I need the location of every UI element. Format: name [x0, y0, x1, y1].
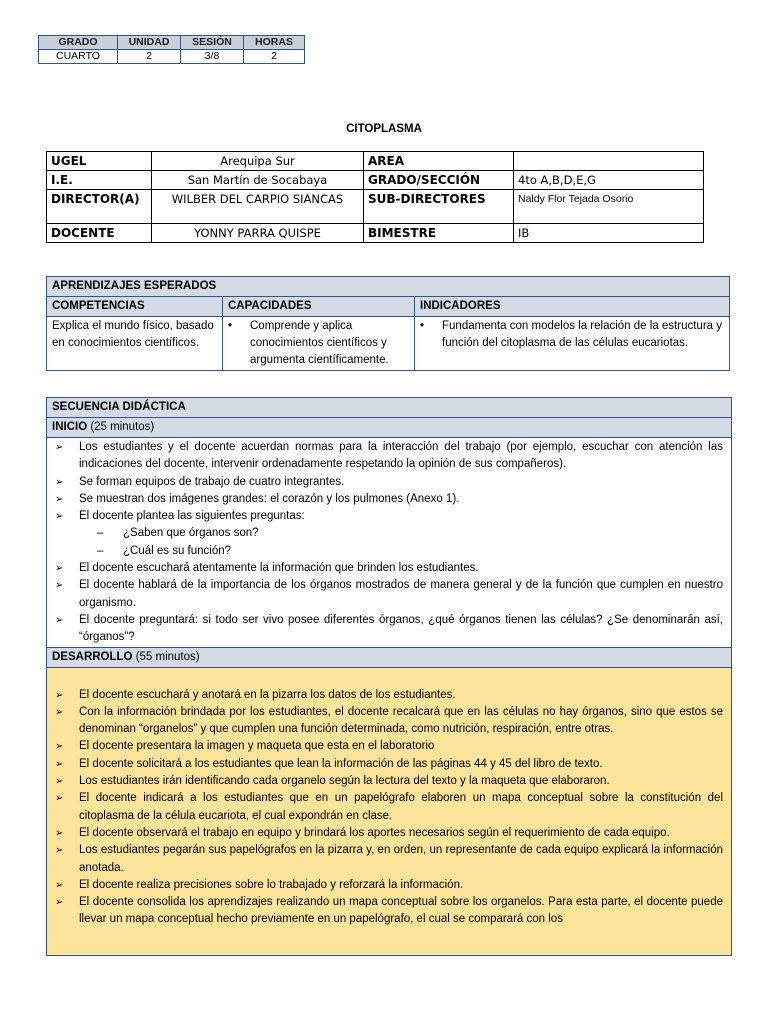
arrow-bullet-icon: ➢ — [55, 580, 64, 592]
arrow-bullet-icon: ➢ — [55, 614, 64, 626]
sub-list-item-text: ¿Saben que órganos son? — [123, 527, 259, 540]
list-item — [55, 560, 723, 577]
list-item-text: Se muestran dos imágenes grandes: el corazón y los pulmones (Anexo 1). — [79, 492, 460, 505]
list-item — [55, 612, 723, 647]
subdir-value: Naldy Flor Tejada Osorio — [514, 190, 704, 224]
bimestre-label: BIMESTRE — [364, 224, 514, 243]
grado-value: 4to A,B,D,E,G — [514, 171, 704, 190]
director-label: DIRECTOR(A) — [47, 190, 152, 224]
list-item — [55, 439, 723, 474]
capacidad-cell — [223, 317, 415, 371]
list-item-text: Se forman equipos de trabajo de cuatro integrantes. — [79, 475, 345, 488]
competencias-header: COMPETENCIAS — [47, 297, 223, 317]
area-value — [514, 152, 704, 171]
value-horas: 2 — [244, 50, 305, 64]
arrow-bullet-icon: ➢ — [55, 827, 64, 839]
inicio-label: INICIO — [52, 421, 88, 433]
list-item-text: El docente escuchará atentamente la información que brinden los estudiantes. — [79, 562, 479, 575]
indicadores-header: INDICADORES — [415, 297, 730, 317]
sub-list-item — [55, 543, 723, 560]
value-unidad: 2 — [118, 50, 181, 64]
dash-bullet-icon: – — [97, 544, 104, 557]
desarrollo-list — [47, 668, 731, 955]
arrow-bullet-icon: ➢ — [55, 741, 64, 753]
arrow-bullet-icon: ➢ — [55, 879, 64, 891]
list-item-text: El docente presentara la imagen y maqueta que esta en el laboratorio — [79, 740, 435, 753]
area-label: AREA — [364, 152, 514, 171]
list-item — [55, 756, 723, 773]
list-item — [55, 877, 723, 894]
director-value: WILBER DEL CARPIO SIANCAS — [152, 190, 364, 224]
arrow-bullet-icon: ➢ — [55, 563, 64, 575]
arrow-bullet-icon: ➢ — [55, 845, 64, 857]
list-item-text: El docente indicará a los estudiantes que en un papelógrafo elaboren un mapa conceptual sobre la constitución del citoplasma de la célula eucariota, el cual expondrán en clase. — [79, 792, 723, 822]
inicio-header — [47, 418, 731, 438]
inicio-list — [47, 438, 731, 647]
list-item — [55, 894, 723, 929]
indicador-cell — [415, 317, 730, 371]
desarrollo-label: DESARROLLO — [52, 650, 133, 663]
list-item-text: El docente hablará de la importancia de los órganos mostrados de manera general y de la función que cumplen en nuestro organismo. — [79, 579, 723, 609]
ie-label: I.E. — [47, 171, 152, 190]
list-item — [55, 687, 723, 704]
list-item — [55, 577, 723, 612]
docente-label: DOCENTE — [47, 224, 152, 243]
arrow-bullet-icon: ➢ — [55, 793, 64, 805]
arrow-bullet-icon: ➢ — [55, 493, 64, 505]
list-item — [55, 508, 723, 525]
list-item-text: El docente realiza precisiones sobre lo trabajado y reforzará la información. — [79, 878, 464, 891]
arrow-bullet-icon: ➢ — [55, 706, 64, 718]
aprendizajes-table — [46, 276, 730, 371]
value-sesion: 3/8 — [181, 50, 244, 64]
arrow-bullet-icon: ➢ — [55, 776, 64, 788]
arrow-bullet-icon: ➢ — [55, 511, 64, 523]
list-item-text: El docente escuchará y anotará en la pizarra los datos de los estudiantes. — [79, 688, 456, 701]
list-item — [55, 842, 723, 877]
list-item — [55, 773, 723, 790]
arrow-bullet-icon: ➢ — [55, 758, 64, 770]
list-item-text: Los estudiantes y el docente acuerdan normas para la interacción del trabajo (por ejemplo, escuchar con atención las indicaciones del docente, intervenir ordenadamente respetando la opinión de sus compañeros). — [79, 441, 723, 471]
list-item — [55, 738, 723, 755]
session-info-table — [38, 35, 305, 64]
grado-label: GRADO/SECCIÓN — [364, 171, 514, 190]
desarrollo-time: (55 minutos) — [132, 650, 200, 663]
list-item-text: El docente plantea las siguientes preguntas: — [79, 510, 305, 523]
list-item — [55, 825, 723, 842]
capacidades-header: CAPACIDADES — [223, 297, 415, 317]
header-unidad: UNIDAD — [118, 36, 181, 50]
list-item-text: El docente observará el trabajo en equipo y brindará los aportes necesarios según el requerimiento de cada equipo. — [79, 826, 670, 839]
dash-bullet-icon: – — [97, 527, 104, 540]
capacidad-text: Comprende y aplica conocimientos científicos y argumenta científicamente. — [250, 320, 389, 366]
header-grado: GRADO — [39, 36, 118, 50]
document-title: CITOPLASMA — [346, 123, 422, 135]
list-item-text: El docente consolida los aprendizajes realizando un mapa conceptual sobre los organelos. Para esta parte, el docente puede llevar un mapa conceptual hecho previamente en un papelógrafo, el cual se comparará con los — [79, 896, 723, 926]
arrow-bullet-icon: ➢ — [55, 442, 64, 453]
ugel-value: Arequipa Sur — [152, 152, 364, 171]
list-item-text: Los estudiantes pegarán sus papelógrafos en la pizarra y, en orden, un representante de cada equipo explicará la información anotada. — [79, 844, 723, 874]
list-item — [55, 704, 723, 739]
bimestre-value: IB — [514, 224, 704, 243]
subdir-label: SUB-DIRECTORES — [364, 190, 514, 224]
list-item-text: El docente solicitará a los estudiantes que lean la información de las páginas 44 y 45 del libro de texto. — [79, 757, 603, 770]
secuencia-title: SECUENCIA DIDÁCTICA — [47, 398, 731, 418]
header-horas: HORAS — [244, 36, 305, 50]
desarrollo-header — [47, 647, 731, 668]
arrow-bullet-icon: ➢ — [55, 689, 64, 701]
list-item — [55, 491, 723, 508]
inicio-time: (25 minutos) — [87, 421, 155, 433]
secuencia-didactica — [46, 397, 732, 956]
docente-value: YONNY PARRA QUISPE — [152, 224, 364, 243]
ie-value: San Martín de Socabaya — [152, 171, 364, 190]
value-grado: CUARTO — [39, 50, 118, 64]
list-item — [55, 474, 723, 491]
aprendizajes-title: APRENDIZAJES ESPERADOS — [47, 277, 730, 297]
school-info-table — [46, 151, 704, 243]
bullet-icon: • — [228, 320, 233, 332]
arrow-bullet-icon: ➢ — [55, 476, 64, 488]
list-item-text: El docente preguntará: si todo ser vivo posee diferentes órganos, ¿qué órganos tienen las células? ¿Se denominarán así, “órganos”? — [79, 613, 723, 644]
indicador-text: Fundamenta con modelos la relación de la estructura y función del citoplasma de las células eucariotas. — [442, 320, 722, 349]
ugel-label: UGEL — [47, 152, 152, 171]
sub-list-item — [55, 525, 723, 542]
header-sesion: SESIÓN — [181, 36, 244, 50]
sub-list-item-text: ¿Cuál es su función? — [123, 544, 232, 557]
list-item-text: Con la información brindada por los estudiantes, el docente recalcará que en las células no hay órganos, sino que estos se denominan “organelos” y que cumplen una función determinada, como nutrición, respiración, entre otras. — [79, 705, 723, 736]
list-item — [55, 790, 723, 825]
competencia-text: Explica el mundo físico, basado en conocimientos científicos. — [47, 317, 223, 371]
list-item-text: Los estudiantes irán identificando cada organelo según la lectura del texto y la maqueta que elaboraron. — [79, 775, 610, 788]
arrow-bullet-icon: ➢ — [55, 897, 64, 909]
bullet-icon: • — [420, 320, 425, 332]
